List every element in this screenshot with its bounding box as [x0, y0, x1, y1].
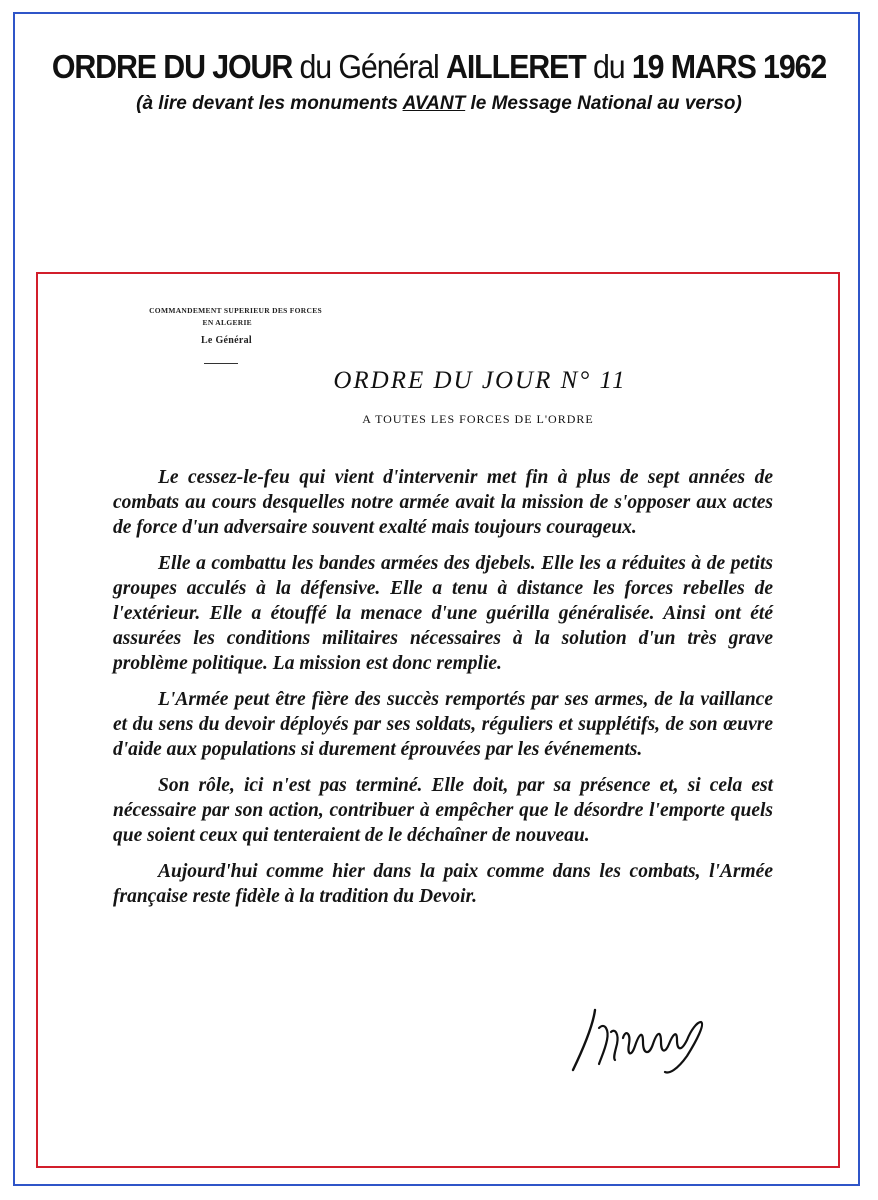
- letterhead-rule: [204, 363, 238, 364]
- paragraph-5: Aujourd'hui comme hier dans la paix comme dans les combats, l'Armée française reste fidèle à la tradition du Devoir.: [113, 861, 773, 907]
- signature: [565, 1000, 765, 1080]
- title-ailleret: AILLERET: [446, 48, 586, 85]
- subtitle-avant: AVANT: [402, 93, 466, 114]
- paragraph-2: Elle a combattu les bandes armées des djebels. Elle les a réduites à de petits groupes acculés à la défensive. Elle a tenu à distance les forces rebelles de l'extérieur. Elle a étouffé la menace d'une guérilla généralisée. Ainsi ont été assurées les conditions militaires nécessaires à la solution d'un très grave problème politique. La mission est donc remplie.: [113, 553, 773, 674]
- subtitle-start: (à lire devant les monuments: [136, 93, 403, 114]
- page-title: [35, 48, 843, 86]
- title-order-du-jour: ORDRE DU JOUR: [51, 48, 293, 85]
- subtitle-end: le Message National au verso): [465, 93, 742, 114]
- letterhead: [112, 305, 322, 347]
- title-du-general: du Général: [292, 48, 447, 85]
- letterhead-line-1: COMMANDEMENT SUPERIEUR DES FORCES: [149, 306, 322, 315]
- letterhead-line-2: EN ALGERIE: [202, 318, 252, 327]
- paragraph-1: Le cessez-le-feu qui vient d'intervenir met fin à plus de sept années de combats au cours desquelles notre armée avait la mission de s'opposer aux actes de force d'un adversaire souvent exalté mais toujours courageux.: [113, 467, 773, 538]
- paragraph-4: Son rôle, ici n'est pas terminé. Elle doit, par sa présence et, si cela est nécessaire par son action, contribuer à empêcher que le désordre l'emporte quels que soient ceux qui tenteraient de le déchaîner de nouveau.: [113, 775, 773, 846]
- page-subtitle: [0, 93, 878, 115]
- title-date: 19 MARS 1962: [631, 48, 827, 85]
- order-body: [113, 465, 773, 920]
- order-title: ORDRE DU JOUR N° 11: [333, 367, 627, 394]
- title-du: du: [585, 48, 632, 85]
- order-subtitle: A TOUTES LES FORCES DE L'ORDRE: [362, 412, 594, 426]
- paragraph-3: L'Armée peut être fière des succès remportés par ses armes, de la vaillance et du sens du devoir déployés par ses soldats, réguliers et supplétifs, de son œuvre d'aide aux populations si durement éprouvées par les événements.: [113, 689, 773, 760]
- letterhead-line-3: Le Général: [200, 335, 252, 346]
